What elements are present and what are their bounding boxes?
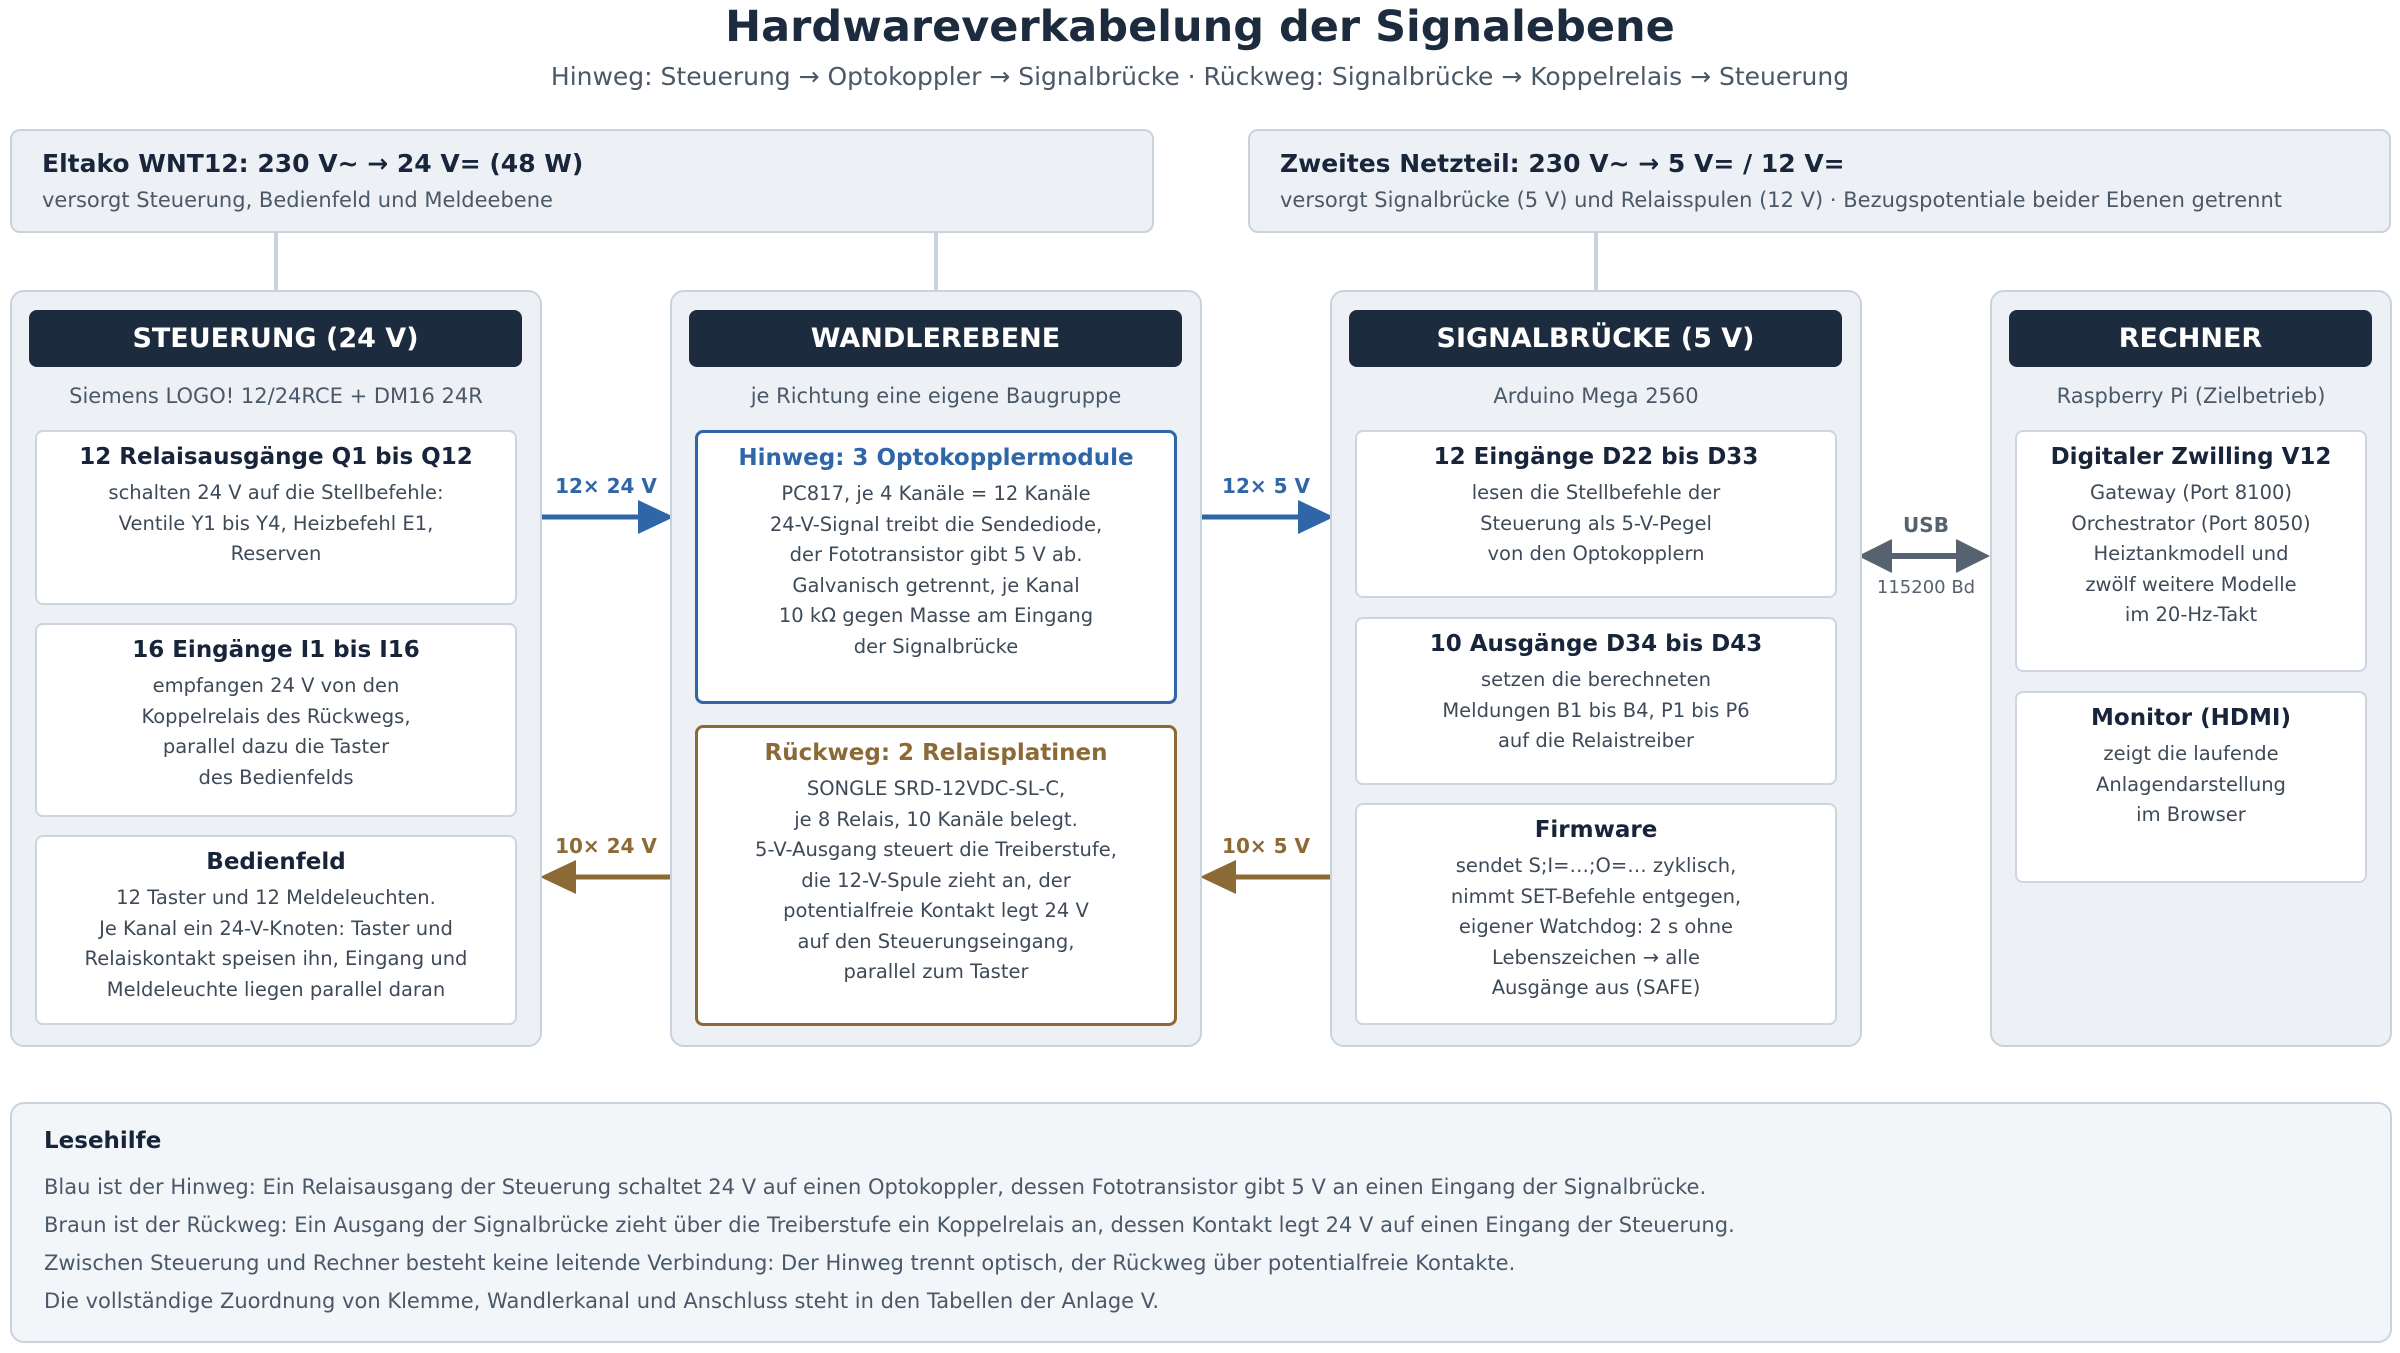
column-signalbruecke-subtitle: Arduino Mega 2560 — [1493, 384, 1699, 408]
box-line: lesen die Stellbefehle der — [1471, 481, 1721, 504]
box-line: im Browser — [2136, 803, 2246, 826]
box-line: empfangen 24 V von den — [152, 674, 400, 697]
box-line: PC817, je 4 Kanäle = 12 Kanäle — [781, 482, 1091, 505]
box-line: parallel zum Taster — [843, 960, 1029, 983]
box-line: Ventile Y1 bis Y4, Heizbefehl E1, — [118, 511, 434, 535]
box-eingaenge — [35, 623, 517, 817]
box-line: Reserven — [230, 542, 322, 565]
psu-right — [1248, 129, 2391, 233]
box-line: 10 kΩ gegen Masse am Eingang — [778, 604, 1094, 627]
box-title: Firmware — [1534, 817, 1658, 843]
box-line: Anlagendarstellung — [2096, 772, 2286, 796]
box-line: Relaiskontakt speisen ihn, Eingang und — [84, 947, 468, 970]
column-rechner-subtitle: Raspberry Pi (Zielbetrieb) — [2056, 384, 2326, 408]
return-arrow-2-label: 10× 5 V — [1222, 834, 1310, 858]
psu-left-title: Eltako WNT12: 230 V~ → 24 V= (48 W) — [42, 149, 584, 178]
legend-line: Braun ist der Rückweg: Ein Ausgang der Signalbrücke zieht über die Treiberstufe ein Koppelrelais an, dessen Kontakt legt 24 V auf einen Eingang der Steuerung. — [44, 1213, 1735, 1237]
column-wandlerebene-subtitle: je Richtung eine eigene Baugruppe — [750, 384, 1122, 408]
box-line: von den Optokopplern — [1487, 542, 1705, 565]
box-line: Orchestrator (Port 8050) — [2071, 511, 2311, 535]
box-line: parallel dazu die Taster — [162, 735, 390, 758]
psu-right-subtitle: versorgt Signalbrücke (5 V) und Relaisspulen (12 V) · Bezugspotentiale beider Ebenen getrennt — [1280, 188, 2282, 212]
legend-title: Lesehilfe — [44, 1128, 162, 1154]
box-line: Gateway (Port 8100) — [2089, 481, 2293, 504]
box-line: schalten 24 V auf die Stellbefehle: — [108, 481, 444, 504]
box-line: nimmt SET-Befehle entgegen, — [1450, 884, 1742, 908]
psu-right-title: Zweites Netzteil: 230 V~ → 5 V= / 12 V= — [1280, 149, 1845, 178]
column-rechner-header: RECHNER — [2009, 310, 2372, 367]
box-title: 12 Relaisausgänge Q1 bis Q12 — [79, 444, 473, 470]
legend-line: Die vollständige Zuordnung von Klemme, Wandlerkanal und Anschluss steht in den Tabellen der Anlage V. — [44, 1289, 1160, 1313]
box-line: Steuerung als 5-V-Pegel — [1480, 511, 1712, 535]
box-line: Koppelrelais des Rückwegs, — [141, 704, 411, 728]
box-line: SONGLE SRD-12VDC-SL-C, — [806, 777, 1066, 800]
forward-arrow-2-label: 12× 5 V — [1222, 474, 1310, 498]
box-line: eigener Watchdog: 2 s ohne — [1458, 915, 1734, 938]
usb-arrow-head-right — [1956, 539, 1990, 573]
box-line: Je Kanal ein 24-V-Knoten: Taster und — [99, 916, 453, 940]
forward-arrow-2-head — [1298, 500, 1334, 534]
box-line: zwölf weitere Modelle — [2085, 572, 2297, 596]
box-line: 24-V-Signal treibt die Sendediode, — [769, 512, 1103, 536]
return-arrow-1-head — [540, 860, 576, 894]
box-relaisplatinen — [695, 725, 1177, 1026]
legend-line: Blau ist der Hinweg: Ein Relaisausgang der Steuerung schaltet 24 V auf einen Optokoppler, dessen Fototransistor gibt 5 V an einen Eingang der Signalbrücke. — [44, 1175, 1707, 1199]
legend-line: Zwischen Steuerung und Rechner besteht keine leitende Verbindung: Der Hinweg trennt optisch, der Rückweg über potentialfreie Kontakte. — [44, 1251, 1516, 1275]
return-arrow-2-head — [1200, 860, 1236, 894]
page-title: Hardwareverkabelung der Signalebene — [725, 2, 1675, 52]
box-line: Lebenszeichen → alle — [1491, 945, 1701, 969]
box-bedienfeld — [35, 835, 517, 1025]
box-line: setzen die berechneten — [1481, 668, 1711, 691]
box-line: der Fototransistor gibt 5 V ab. — [789, 543, 1083, 566]
box-line: auf den Steuerungseingang, — [797, 929, 1075, 953]
box-relaisausgaenge — [35, 430, 517, 605]
legend-panel — [10, 1102, 2392, 1343]
box-title: Digitaler Zwilling V12 — [2050, 444, 2332, 470]
box-firmware — [1355, 803, 1837, 1025]
column-wandlerebene-header: WANDLEREBENE — [689, 310, 1182, 367]
forward-arrow-1-label: 12× 24 V — [555, 474, 657, 498]
return-arrow-1-label: 10× 24 V — [555, 834, 657, 858]
box-optokoppler — [695, 430, 1177, 704]
box-title: Bedienfeld — [206, 849, 346, 875]
box-title: Monitor (HDMI) — [2091, 705, 2291, 731]
box-line: die 12-V-Spule zieht an, der — [801, 868, 1071, 892]
box-line: 12 Taster und 12 Meldeleuchten. — [116, 886, 436, 909]
box-signal-eingaenge — [1355, 430, 1837, 598]
box-line: Meldungen B1 bis B4, P1 bis P6 — [1442, 698, 1750, 722]
psu-left-subtitle: versorgt Steuerung, Bedienfeld und Meldeebene — [42, 188, 553, 212]
box-line: Heiztankmodell und — [2093, 542, 2289, 565]
box-line: auf die Relaistreiber — [1497, 729, 1695, 752]
box-monitor — [2015, 691, 2367, 883]
usb-label: USB — [1903, 513, 1949, 537]
box-title: Rückweg: 2 Relaisplatinen — [764, 740, 1108, 766]
forward-arrow-1-head — [638, 500, 674, 534]
page-subtitle: Hinweg: Steuerung → Optokoppler → Signalbrücke · Rückweg: Signalbrücke → Koppelrelais → Steuerung — [550, 62, 1850, 91]
box-title: 12 Eingänge D22 bis D33 — [1433, 444, 1759, 470]
box-line: Galvanisch getrennt, je Kanal — [792, 573, 1080, 597]
box-line: zeigt die laufende — [2103, 742, 2279, 765]
box-line: 5-V-Ausgang steuert die Treiberstufe, — [755, 838, 1117, 861]
box-title: 10 Ausgänge D34 bis D43 — [1429, 631, 1763, 657]
box-line: Ausgänge aus (SAFE) — [1491, 976, 1701, 999]
box-line: potentialfreie Kontakt legt 24 V — [783, 899, 1089, 922]
column-steuerung-header: STEUERUNG (24 V) — [29, 310, 522, 367]
box-line: sendet S;I=…;O=… zyklisch, — [1455, 854, 1737, 877]
box-line: der Signalbrücke — [853, 634, 1019, 658]
box-line: Meldeleuchte liegen parallel daran — [106, 977, 446, 1001]
usb-baudrate: 115200 Bd — [1876, 577, 1976, 598]
column-steuerung-subtitle: Siemens LOGO! 12/24RCE + DM16 24R — [69, 384, 483, 408]
box-signal-ausgaenge — [1355, 617, 1837, 785]
box-digitaler-zwilling — [2015, 430, 2367, 672]
box-title: Hinweg: 3 Optokopplermodule — [738, 445, 1134, 471]
box-line: je 8 Relais, 10 Kanäle belegt. — [794, 807, 1078, 831]
usb-arrow-head-left — [1858, 539, 1892, 573]
box-line: im 20-Hz-Takt — [2124, 603, 2258, 626]
psu-left — [10, 129, 1154, 233]
box-line: des Bedienfelds — [198, 765, 354, 789]
column-signalbruecke-header: SIGNALBRÜCKE (5 V) — [1349, 310, 1842, 367]
box-title: 16 Eingänge I1 bis I16 — [132, 637, 420, 663]
